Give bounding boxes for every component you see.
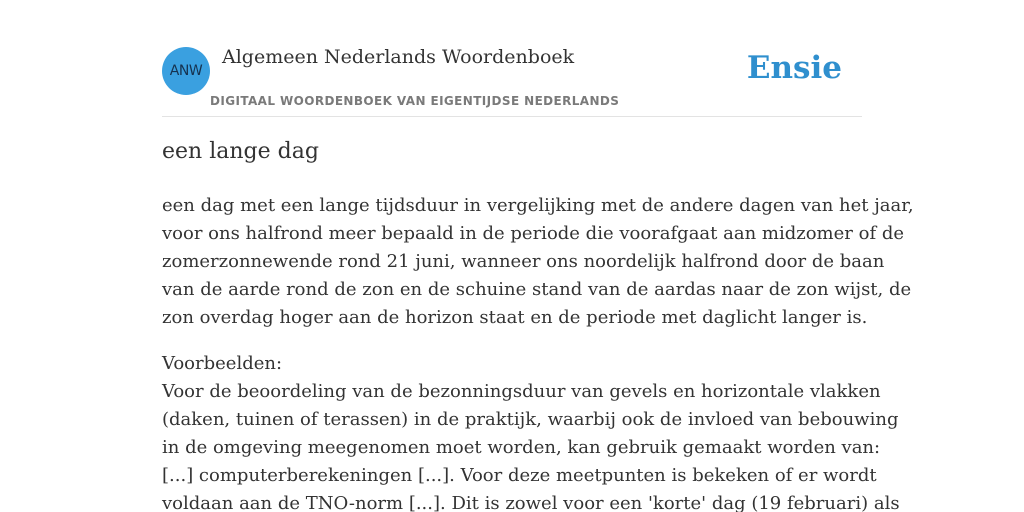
examples-label: Voorbeelden: (162, 353, 283, 374)
site-subtitle: DIGITAAL WOORDENBOEK VAN EIGENTIJDSE NEDERLANDS (210, 94, 620, 108)
example-line: [...] computerberekeningen [...]. Voor deze meetpunten is bekeken of er wordt (162, 465, 877, 486)
example-line: in de omgeving meegenomen moet worden, kan gebruik gemaakt worden van: (162, 437, 881, 458)
ensie-brand-link[interactable]: Ensie (746, 50, 842, 86)
example-line: (daken, tuinen of terassen) in de praktijk, waarbij ook de invloed van bebouwing (162, 409, 899, 430)
site-header (162, 0, 862, 117)
anw-logo[interactable] (162, 47, 210, 95)
example-line: voldaan aan de TNO-norm [...]. Dit is zowel voor een 'korte' dag (19 februari) als (162, 493, 900, 512)
entry-examples (162, 350, 900, 512)
content-container (162, 0, 914, 512)
definition-line: zomerzonnewende rond 21 juni, wanneer ons noordelijk halfrond door de baan (162, 251, 885, 272)
definition-line: een dag met een lange tijdsduur in vergelijking met de andere dagen van het jaar, (162, 195, 914, 216)
logo-text: ANW (169, 63, 203, 79)
site-title-link[interactable]: Algemeen Nederlands Woordenboek (222, 46, 575, 68)
definition-line: van de aarde rond de zon en de schuine stand van de aardas naar de zon wijst, de (162, 279, 912, 300)
definition-line: zon overdag hoger aan de horizon staat en de periode met daglicht langer is. (162, 307, 868, 328)
example-line: Voor de beoordeling van de bezonningsduur van gevels en horizontale vlakken (162, 381, 881, 402)
entry-title: een lange dag (162, 139, 319, 164)
entry-definition (162, 192, 914, 332)
definition-line: voor ons halfrond meer bepaald in de periode die voorafgaat aan midzomer of de (162, 223, 904, 244)
